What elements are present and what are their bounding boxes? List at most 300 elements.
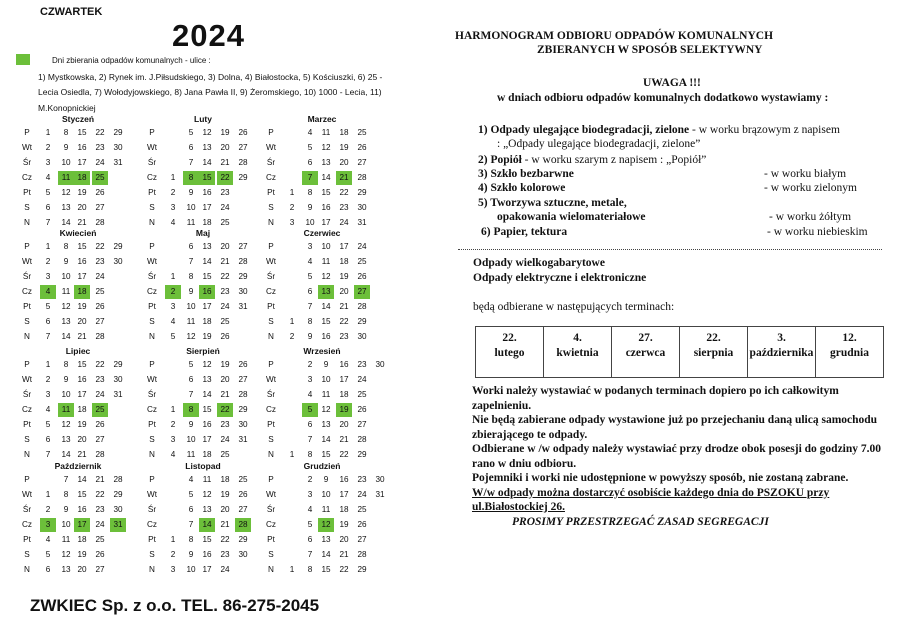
- date-cell: 11: [186, 218, 196, 227]
- date-cell: 16: [339, 360, 349, 369]
- day-label: Pt: [267, 302, 275, 311]
- collection-day: 18: [74, 285, 90, 299]
- date-cell: 6: [45, 565, 51, 574]
- date-cell: 30: [113, 257, 123, 266]
- pickup-month: grudnia: [830, 347, 869, 359]
- date-cell: 26: [357, 520, 367, 529]
- date-cell: 21: [220, 257, 230, 266]
- date-cell: 9: [307, 203, 313, 212]
- date-cell: 25: [220, 317, 230, 326]
- date-cell: 27: [238, 375, 248, 384]
- date-cell: 15: [77, 128, 87, 137]
- date-cell: 12: [202, 128, 212, 137]
- day-label: Wt: [146, 490, 157, 499]
- date-cell: 9: [323, 475, 329, 484]
- week-row: [262, 548, 384, 562]
- day-label: P: [149, 128, 155, 137]
- day-label: Śr: [266, 272, 276, 281]
- date-cell: 16: [339, 475, 349, 484]
- date-cell: 12: [61, 188, 71, 197]
- date-cell: 27: [95, 565, 105, 574]
- date-cell: 14: [61, 332, 71, 341]
- date-cell: 14: [321, 550, 331, 559]
- month-name: Luty: [194, 114, 212, 124]
- date-cell: 1: [45, 490, 51, 499]
- date-cell: 7: [45, 450, 51, 459]
- month-name: Grudzień: [303, 461, 341, 471]
- day-label: Pt: [148, 535, 156, 544]
- day-label: Śr: [22, 272, 32, 281]
- date-cell: 10: [61, 390, 71, 399]
- date-cell: 1: [45, 242, 51, 251]
- date-cell: 27: [238, 505, 248, 514]
- date-cell: 1: [289, 317, 295, 326]
- collection-day: 28: [235, 518, 251, 532]
- date-cell: 24: [357, 375, 367, 384]
- rule-text: Nie będą zabierane odpady wystawione już po przejechaniu daną ulicą samochodu zbierającego te odpady.: [472, 414, 878, 441]
- date-cell: 18: [339, 257, 349, 266]
- date-cell: 10: [61, 158, 71, 167]
- date-cell: 21: [77, 332, 87, 341]
- day-label: S: [268, 317, 274, 326]
- date-cell: 16: [77, 375, 87, 384]
- date-cell: 24: [95, 158, 105, 167]
- month-name: Listopad: [185, 461, 221, 471]
- day-label: N: [268, 565, 274, 574]
- date-cell: 13: [61, 317, 71, 326]
- waste-item: [478, 182, 857, 194]
- electronic-waste-label: Odpady elektryczne i elektroniczne: [473, 272, 647, 284]
- date-cell: 6: [188, 375, 194, 384]
- date-cell: 5: [45, 550, 51, 559]
- month-name: Maj: [195, 228, 211, 238]
- waste-item: [478, 197, 627, 209]
- date-cell: 30: [238, 287, 248, 296]
- day-label: N: [24, 218, 30, 227]
- rule-text: Pojemniki i worki nie udostępnione w powyższy sposób, nie zostaną zabrane.: [472, 472, 849, 484]
- date-cell: 22: [339, 450, 349, 459]
- date-cell: 21: [77, 218, 87, 227]
- date-cell: 30: [357, 203, 367, 212]
- date-cell: 28: [95, 332, 105, 341]
- date-cell: 15: [202, 272, 212, 281]
- date-cell: 20: [220, 375, 230, 384]
- collection-day: 3: [40, 518, 56, 532]
- date-cell: 21: [339, 435, 349, 444]
- week-row: [143, 373, 265, 387]
- day-label: S: [24, 317, 30, 326]
- item-name: Tworzywa sztuczne, metale,: [490, 197, 627, 209]
- day-label: Śr: [266, 158, 276, 167]
- date-cell: 12: [321, 405, 331, 414]
- date-cell: 28: [238, 390, 248, 399]
- date-cell: 14: [202, 257, 212, 266]
- item-name: opakowania wielomateriałowe: [497, 211, 646, 223]
- date-cell: 24: [220, 435, 230, 444]
- bag-instruction: - w worku niebieskim: [767, 226, 868, 238]
- week-row: [262, 126, 384, 140]
- date-cell: 26: [95, 302, 105, 311]
- date-cell: 11: [321, 257, 331, 266]
- date-cell: 13: [321, 420, 331, 429]
- date-cell: 10: [305, 218, 315, 227]
- day-label: P: [268, 475, 274, 484]
- date-cell: 17: [339, 490, 349, 499]
- week-row: [18, 141, 140, 155]
- pickup-month: czerwca: [625, 347, 666, 359]
- date-cell: 16: [202, 550, 212, 559]
- week-row: [262, 315, 384, 329]
- date-cell: 13: [202, 505, 212, 514]
- date-cell: 18: [202, 218, 212, 227]
- date-cell: 6: [307, 535, 313, 544]
- day-label: S: [149, 203, 155, 212]
- day-label: Cz: [265, 405, 276, 414]
- date-cell: 16: [77, 257, 87, 266]
- week-row: [262, 270, 384, 284]
- date-cell: 3: [289, 218, 295, 227]
- month-name: Marzec: [307, 114, 337, 124]
- collection-day: 16: [199, 285, 215, 299]
- date-cell: 18: [339, 505, 349, 514]
- date-cell: 10: [321, 375, 331, 384]
- day-label: P: [149, 475, 155, 484]
- date-cell: 4: [45, 535, 51, 544]
- date-cell: 1: [45, 128, 51, 137]
- day-label: Wt: [265, 490, 276, 499]
- day-label: S: [268, 435, 274, 444]
- date-cell: 23: [220, 188, 230, 197]
- notice-text: w dniach odbioru odpadów komunalnych dodatkowo wystawiamy :: [497, 92, 829, 104]
- date-cell: 12: [61, 420, 71, 429]
- item-number: 6): [481, 226, 494, 238]
- date-cell: 19: [339, 272, 349, 281]
- date-cell: 24: [357, 490, 367, 499]
- date-cell: 14: [321, 302, 331, 311]
- date-cell: 22: [220, 272, 230, 281]
- week-row: [143, 171, 265, 185]
- date-cell: 30: [113, 505, 123, 514]
- date-cell: 27: [357, 535, 367, 544]
- week-row: [18, 330, 140, 344]
- date-cell: 1: [45, 360, 51, 369]
- date-cell: 29: [113, 490, 123, 499]
- collection-day: 8: [183, 403, 199, 417]
- day-label: P: [24, 360, 30, 369]
- date-cell: 25: [357, 257, 367, 266]
- date-cell: 4: [45, 173, 51, 182]
- date-cell: 2: [45, 257, 51, 266]
- week-row: [18, 488, 140, 502]
- date-cell: 4: [188, 475, 194, 484]
- month-block: [18, 114, 138, 230]
- date-cell: 5: [188, 128, 194, 137]
- date-cell: 17: [339, 375, 349, 384]
- item-number: 5): [478, 197, 491, 209]
- date-cell: 2: [45, 143, 51, 152]
- date-cell: 20: [339, 420, 349, 429]
- pickup-date-cell: [680, 327, 748, 377]
- date-cell: 29: [357, 317, 367, 326]
- day-label: Cz: [146, 405, 157, 414]
- date-cell: 26: [357, 405, 367, 414]
- week-row: [18, 126, 140, 140]
- date-cell: 2: [289, 332, 295, 341]
- date-cell: 22: [95, 128, 105, 137]
- day-label: N: [24, 565, 30, 574]
- waste-item: [481, 226, 868, 238]
- date-cell: 12: [321, 143, 331, 152]
- date-cell: 4: [307, 390, 313, 399]
- day-label: Pt: [23, 302, 31, 311]
- bulky-waste-label: Odpady wielkogabarytowe: [473, 257, 605, 269]
- week-row: [262, 503, 384, 517]
- date-cell: 26: [95, 188, 105, 197]
- date-cell: 7: [307, 435, 313, 444]
- date-cell: 8: [307, 188, 313, 197]
- date-cell: 26: [238, 490, 248, 499]
- week-row: [262, 473, 384, 487]
- day-label: P: [24, 475, 30, 484]
- date-cell: 26: [357, 143, 367, 152]
- date-cell: 29: [357, 565, 367, 574]
- week-row: [262, 201, 384, 215]
- date-cell: 4: [170, 218, 176, 227]
- week-row: [262, 403, 384, 417]
- date-cell: 17: [339, 242, 349, 251]
- date-cell: 7: [307, 550, 313, 559]
- date-cell: 16: [202, 188, 212, 197]
- date-cell: 25: [220, 450, 230, 459]
- date-cell: 11: [321, 390, 331, 399]
- day-label: S: [24, 550, 30, 559]
- date-cell: 11: [186, 450, 196, 459]
- week-row: [262, 358, 384, 372]
- date-cell: 24: [220, 302, 230, 311]
- date-cell: 13: [202, 242, 212, 251]
- week-row: [18, 503, 140, 517]
- date-cell: 15: [77, 242, 87, 251]
- month-block: [18, 228, 138, 344]
- date-cell: 23: [95, 505, 105, 514]
- date-cell: 16: [321, 332, 331, 341]
- date-cell: 22: [339, 565, 349, 574]
- date-cell: 9: [63, 257, 69, 266]
- date-cell: 8: [63, 490, 69, 499]
- date-cell: 20: [339, 535, 349, 544]
- date-cell: 17: [202, 302, 212, 311]
- date-cell: 17: [321, 218, 331, 227]
- collection-day: 17: [74, 518, 90, 532]
- date-cell: 31: [238, 435, 248, 444]
- bag-instruction: - w worku szarym z napisem : „Popiół”: [521, 154, 707, 166]
- pickup-month: lutego: [494, 347, 525, 359]
- legend-swatch: [16, 54, 30, 65]
- date-cell: 23: [339, 203, 349, 212]
- date-cell: 12: [61, 302, 71, 311]
- date-cell: 3: [45, 390, 51, 399]
- day-label: P: [24, 242, 30, 251]
- week-row: [18, 285, 140, 299]
- date-cell: 8: [307, 317, 313, 326]
- waste-item: [478, 154, 706, 166]
- schedule-title-line1: HARMONOGRAM ODBIORU ODPADÓW KOMUNALNYCH: [455, 30, 774, 42]
- week-row: [262, 518, 384, 532]
- day-label: Cz: [21, 405, 32, 414]
- collection-day: 11: [58, 171, 74, 185]
- date-cell: 31: [375, 490, 385, 499]
- date-cell: 14: [77, 475, 87, 484]
- date-cell: 24: [95, 272, 105, 281]
- date-cell: 28: [238, 257, 248, 266]
- date-cell: 11: [321, 128, 331, 137]
- date-cell: 29: [238, 272, 248, 281]
- date-cell: 9: [63, 375, 69, 384]
- week-row: [143, 240, 265, 254]
- date-cell: 5: [307, 520, 313, 529]
- date-cell: 23: [220, 550, 230, 559]
- date-cell: 30: [357, 332, 367, 341]
- date-cell: 21: [220, 520, 230, 529]
- month-name: Czerwiec: [303, 228, 341, 238]
- date-cell: 9: [188, 420, 194, 429]
- pickup-dates-table: [475, 326, 884, 378]
- date-cell: 16: [202, 420, 212, 429]
- date-cell: 3: [170, 203, 176, 212]
- week-row: [18, 518, 140, 532]
- week-row: [262, 488, 384, 502]
- date-cell: 23: [220, 287, 230, 296]
- date-cell: 10: [186, 435, 196, 444]
- item-number: 3): [478, 168, 491, 180]
- week-row: [143, 270, 265, 284]
- date-cell: 1: [170, 535, 176, 544]
- date-cell: 6: [307, 420, 313, 429]
- date-cell: 20: [220, 505, 230, 514]
- day-label: Pt: [267, 535, 275, 544]
- date-cell: 20: [220, 242, 230, 251]
- date-cell: 21: [95, 475, 105, 484]
- item-name: Szkło kolorowe: [490, 182, 566, 194]
- pickup-date-cell: [816, 327, 883, 377]
- week-row: [18, 255, 140, 269]
- day-label: Pt: [148, 188, 156, 197]
- month-name: Styczeń: [61, 114, 95, 124]
- week-row: [262, 330, 384, 344]
- date-cell: 20: [77, 565, 87, 574]
- date-cell: 2: [170, 188, 176, 197]
- date-cell: 18: [77, 405, 87, 414]
- week-row: [262, 285, 384, 299]
- day-label: N: [149, 218, 155, 227]
- date-cell: 20: [77, 317, 87, 326]
- day-label: N: [24, 450, 30, 459]
- date-cell: 30: [375, 360, 385, 369]
- pickup-date-cell: [544, 327, 612, 377]
- date-cell: 3: [170, 565, 176, 574]
- date-cell: 6: [307, 287, 313, 296]
- day-label: P: [149, 360, 155, 369]
- day-label: P: [149, 242, 155, 251]
- separator-line: [458, 249, 882, 250]
- day-label: N: [268, 450, 274, 459]
- pickup-month: października: [749, 347, 814, 359]
- date-cell: 10: [61, 520, 71, 529]
- date-cell: 14: [321, 173, 331, 182]
- date-cell: 2: [45, 505, 51, 514]
- day-label: S: [149, 435, 155, 444]
- date-cell: 10: [321, 242, 331, 251]
- week-row: [262, 300, 384, 314]
- date-cell: 4: [307, 257, 313, 266]
- week-row: [18, 315, 140, 329]
- month-name: Wrzesień: [303, 346, 341, 356]
- date-cell: 14: [202, 390, 212, 399]
- month-block: [262, 461, 385, 577]
- date-cell: 7: [188, 520, 194, 529]
- date-cell: 23: [95, 257, 105, 266]
- date-cell: 5: [307, 143, 313, 152]
- item-number: 2): [478, 154, 491, 166]
- date-cell: 7: [188, 390, 194, 399]
- collection-day: 31: [110, 518, 126, 532]
- date-cell: 3: [170, 302, 176, 311]
- date-cell: 6: [188, 505, 194, 514]
- date-cell: 14: [61, 218, 71, 227]
- month-block: [143, 114, 263, 230]
- date-cell: 10: [186, 203, 196, 212]
- collection-day: 7: [302, 171, 318, 185]
- day-label: N: [268, 332, 274, 341]
- month-block: [143, 346, 263, 462]
- week-row: [262, 171, 384, 185]
- date-cell: 4: [307, 505, 313, 514]
- date-cell: 1: [289, 188, 295, 197]
- month-block: [18, 461, 138, 577]
- week-row: [262, 373, 384, 387]
- day-label: Cz: [21, 520, 32, 529]
- date-cell: 5: [188, 360, 194, 369]
- date-cell: 15: [321, 188, 331, 197]
- date-cell: 9: [188, 287, 194, 296]
- date-cell: 2: [307, 475, 313, 484]
- day-label: Pt: [267, 420, 275, 429]
- date-cell: 19: [77, 550, 87, 559]
- date-cell: 20: [339, 158, 349, 167]
- date-cell: 12: [61, 550, 71, 559]
- date-cell: 29: [357, 188, 367, 197]
- day-label: Cz: [265, 173, 276, 182]
- date-cell: 6: [188, 242, 194, 251]
- date-cell: 13: [321, 535, 331, 544]
- date-cell: 19: [202, 332, 212, 341]
- date-cell: 30: [238, 550, 248, 559]
- date-cell: 11: [61, 287, 71, 296]
- date-cell: 18: [339, 128, 349, 137]
- date-cell: 27: [357, 420, 367, 429]
- week-row: [18, 448, 140, 462]
- pickup-date-cell: [476, 327, 544, 377]
- date-cell: 22: [95, 242, 105, 251]
- date-cell: 17: [77, 158, 87, 167]
- date-cell: 25: [357, 390, 367, 399]
- month-name: Lipiec: [65, 346, 91, 356]
- date-cell: 13: [321, 158, 331, 167]
- day-label: Śr: [266, 390, 276, 399]
- date-cell: 8: [63, 360, 69, 369]
- day-label: Wt: [21, 375, 32, 384]
- date-cell: 27: [238, 242, 248, 251]
